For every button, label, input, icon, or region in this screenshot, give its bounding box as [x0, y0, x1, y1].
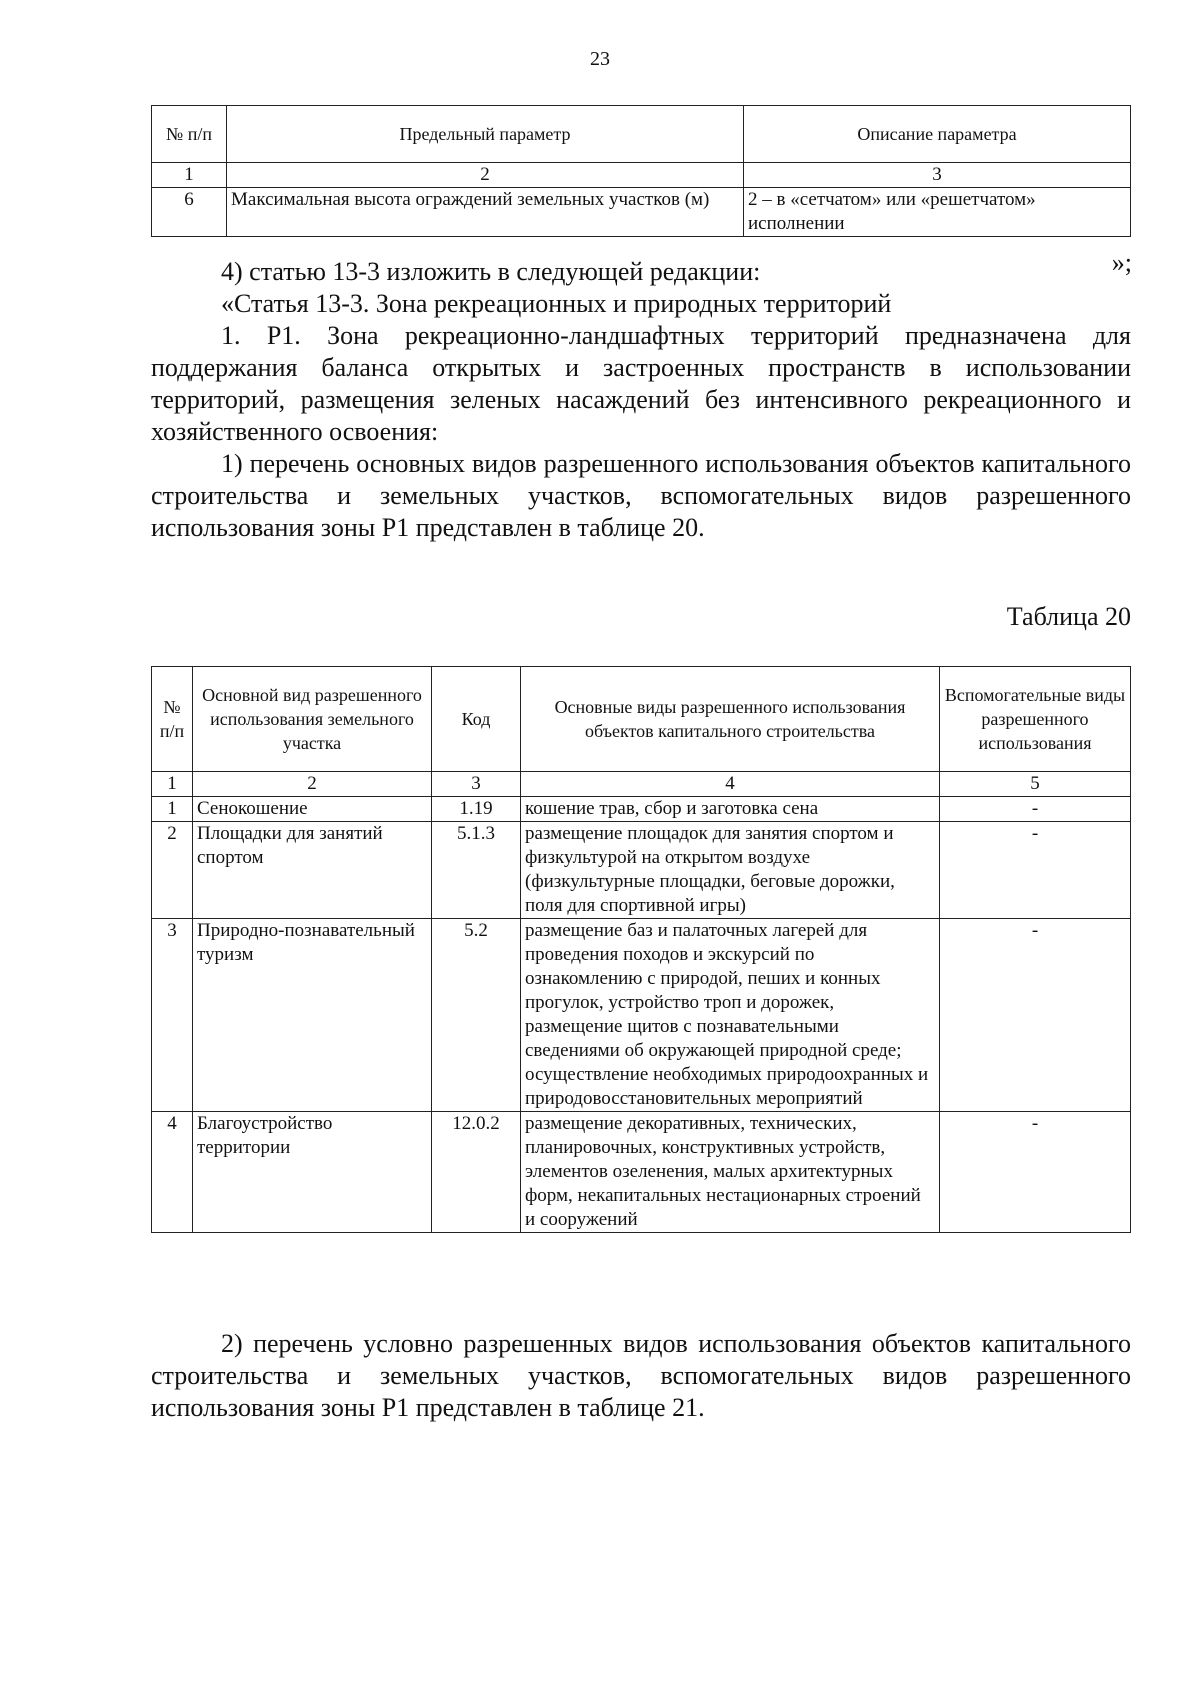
- main-uses-cell: размещение декоративных, технических, планировочных, конструктивных устройств, элементов озеленения, малых архитектурных форм, некапитальных нестационарных строений и сооружений: [521, 1112, 940, 1233]
- description-cell: 2 – в «сетчатом» или «решетчатом» исполнении: [744, 188, 1131, 237]
- column-header-parameter: Предельный параметр: [227, 106, 744, 163]
- auxiliary-uses-cell: -: [940, 797, 1131, 822]
- table-row: [152, 797, 1131, 822]
- code-cell: 5.2: [432, 919, 521, 1112]
- column-header-main-uses: Основные виды разрешенного использования объектов капитального строительства: [521, 667, 940, 772]
- table-header-row: [152, 106, 1131, 163]
- column-number: 5: [940, 772, 1131, 797]
- column-numbers-row: [152, 772, 1131, 797]
- main-uses-cell: размещение площадок для занятия спортом и физкультурой на открытом воздухе (физкультурные площадки, беговые дорожки, поля для спортивной игры): [521, 822, 940, 919]
- land-use-cell: Природно-познавательный туризм: [193, 919, 432, 1112]
- code-cell: 12.0.2: [432, 1112, 521, 1233]
- row-number: 2: [152, 822, 193, 919]
- code-cell: 5.1.3: [432, 822, 521, 919]
- page-number: 23: [590, 48, 610, 70]
- code-cell: 1.19: [432, 797, 521, 822]
- column-number: 3: [744, 163, 1131, 188]
- column-header-description: Описание параметра: [744, 106, 1131, 163]
- column-numbers-row: [152, 163, 1131, 188]
- table-row: [152, 188, 1131, 237]
- article-heading: «Статья 13-3. Зона рекреационных и природных территорий: [221, 289, 892, 318]
- table-row: [152, 919, 1131, 1112]
- column-header-number: № п/п: [152, 667, 193, 772]
- paragraph-main-uses: 1) перечень основных видов разрешенного использования объектов капитального строительства и земельных участков, вспомогательных видов разрешенного использования зоны Р1 представлен в таблице 20.: [151, 449, 1131, 542]
- row-number: 4: [152, 1112, 193, 1233]
- row-number: 1: [152, 797, 193, 822]
- parameter-cell: Максимальная высота ограждений земельных участков (м): [227, 188, 744, 237]
- main-uses-cell: кошение трав, сбор и заготовка сена: [521, 797, 940, 822]
- table-header-row: [152, 667, 1131, 772]
- column-header-auxiliary-uses: Вспомогательные виды разрешенного использования: [940, 667, 1131, 772]
- column-header-land-use: Основной вид разрешенного использования земельного участка: [193, 667, 432, 772]
- paragraph-zone-r1: 1. Р1. Зона рекреационно-ландшафтных территорий предназначена для поддержания баланса открытых и застроенных пространств в использовании территорий, размещения зеленых насаждений без интенсивного рекреационного и хозяйственного освоения:: [151, 321, 1131, 446]
- parameters-table: [151, 105, 1131, 237]
- column-number: 3: [432, 772, 521, 797]
- column-number: 4: [521, 772, 940, 797]
- column-header-code: Код: [432, 667, 521, 772]
- column-number: 2: [193, 772, 432, 797]
- column-number: 1: [152, 163, 227, 188]
- auxiliary-uses-cell: -: [940, 919, 1131, 1112]
- paragraph-conditional-uses: 2) перечень условно разрешенных видов использования объектов капитального строительства и земельных участков, вспомогательных видов разрешенного использования зоны Р1 представлен в таблице 21.: [151, 1329, 1131, 1422]
- row-number: 3: [152, 919, 193, 1112]
- paragraph-amendment: 4) статью 13-3 изложить в следующей редакции:: [221, 257, 761, 286]
- permitted-uses-table: [151, 666, 1131, 1233]
- table-row: [152, 1112, 1131, 1233]
- land-use-cell: Сенокошение: [193, 797, 432, 822]
- row-number: 6: [152, 188, 227, 237]
- auxiliary-uses-cell: -: [940, 1112, 1131, 1233]
- land-use-cell: Площадки для занятий спортом: [193, 822, 432, 919]
- land-use-cell: Благоустройство территории: [193, 1112, 432, 1233]
- closing-quote: »;: [1111, 248, 1132, 277]
- column-header-number: № п/п: [152, 106, 227, 163]
- table-caption: Таблица 20: [1006, 602, 1131, 631]
- auxiliary-uses-cell: -: [940, 822, 1131, 919]
- column-number: 1: [152, 772, 193, 797]
- column-number: 2: [227, 163, 744, 188]
- table-row: [152, 822, 1131, 919]
- main-uses-cell: размещение баз и палаточных лагерей для проведения походов и экскурсий по ознакомлению с природой, пеших и конных прогулок, устройство троп и дорожек, размещение щитов с познавательными сведениями об окружающей природной среде; осуществление необходимых природоохранных и природовосстановительных мероприятий: [521, 919, 940, 1112]
